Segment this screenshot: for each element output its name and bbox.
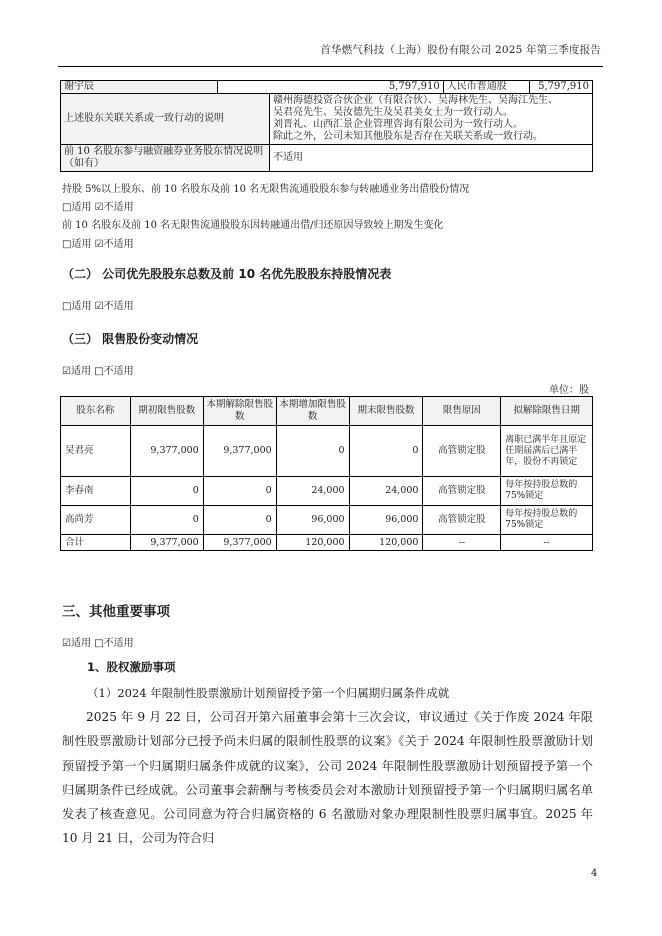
relation-description [270, 94, 593, 145]
table-row [61, 145, 593, 172]
end-shares: 0 [349, 426, 423, 477]
released-shares: 9,377,000 [203, 426, 276, 477]
added-shares: 24,000 [276, 477, 349, 506]
column-header: 期初限售股数 [130, 397, 203, 426]
end-shares: 96,000 [349, 506, 423, 535]
restricted-shares-heading: （三） 限售股份变动情况 [62, 332, 199, 346]
table-header-row [61, 397, 593, 426]
header-divider [58, 66, 603, 67]
begin-shares: 0 [130, 477, 203, 506]
holder-shares: 5,797,910 [218, 81, 443, 94]
total-date: -- [501, 535, 593, 551]
shareholder-table [60, 80, 593, 172]
release-date: 离职已满半年且原定任期届满后已满半年，股份不再锁定 [501, 426, 593, 477]
holder-name: 高尚芳 [61, 506, 131, 535]
relation-line: 刘晋礼、山西汇景企业管理咨询有限公司为一致行动人。 [273, 119, 524, 130]
begin-shares: 0 [130, 506, 203, 535]
column-header: 限售原因 [423, 397, 501, 426]
applicable-check: ☑适用 □不适用 [62, 366, 134, 377]
section-title: 三、其他重要事项 [62, 604, 170, 620]
applicable-check: ☑适用 □不适用 [62, 638, 134, 649]
restriction-reason: 高管锁定股 [423, 477, 501, 506]
column-header: 本期解除限售股数 [203, 397, 276, 426]
body-paragraph: 2025 年 9 月 22 日，公司召开第六届董事会第十三次会议，审议通过《关于作废 2024 年限制性股票激励计划部分已授予尚未归属的限制性股票的议案》《关于 2024 年限制性股票激励计划预留授予第一个归属期归属条件成就的议案》，公司 2024 年限制性股票激励计划预留授予第一个归属期条件已经成就。公司董事会薪酬与考核委员会对本激励计划预留授予第一个归属期归属名单发表了核查意见。公司同意为符合归属资格的 6 名激励对象办理限制性股票归属事宜。2025 年 10 月 21 日，公司为符合归 [62, 710, 593, 846]
total-reason: -- [423, 535, 501, 551]
preferred-shares-heading: （二） 公司优先股股东总数及前 10 名优先股股东持股情况表 [62, 267, 392, 281]
applicable-check: □适用 ☑不适用 [62, 301, 134, 312]
applicable-check: □适用 ☑不适用 [62, 202, 134, 213]
margin-trading-label: 前 10 名股东参与融资融券业务股东情况说明（如有） [61, 145, 270, 172]
unit-label: 单位：股 [549, 385, 589, 396]
relation-line: 赣州海德投资合伙企业（有限合伙）、吴海林先生、吴海江先生、 [273, 95, 559, 106]
share-qty: 5,797,910 [529, 81, 592, 94]
table-row [61, 81, 593, 94]
total-end: 120,000 [349, 535, 423, 551]
release-date: 每年按持股总数的 75%锁定 [501, 506, 593, 535]
applicable-check: □适用 ☑不适用 [62, 239, 134, 250]
total-label: 合计 [61, 535, 131, 551]
holder-name: 吴君亮 [61, 426, 131, 477]
end-shares: 24,000 [349, 477, 423, 506]
released-shares: 0 [203, 477, 276, 506]
table-row [61, 477, 593, 506]
column-header: 股东名称 [61, 397, 131, 426]
column-header: 期末限售股数 [349, 397, 423, 426]
incentive-subheading: （1）2024 年限制性股票激励计划预留授予第一个归属期归属条件成就 [87, 686, 450, 700]
relation-line: 除此之外，公司未知其他股东是否存在关联关系或一致行动。 [273, 131, 544, 142]
added-shares: 96,000 [276, 506, 349, 535]
column-header: 拟解除限售日期 [501, 397, 593, 426]
margin-trading-value: 不适用 [270, 145, 593, 172]
table-row [61, 426, 593, 477]
release-date: 每年按持股总数的 75%锁定 [501, 477, 593, 506]
total-released: 9,377,000 [203, 535, 276, 551]
restricted-shares-table [60, 396, 593, 551]
added-shares: 0 [276, 426, 349, 477]
total-added: 120,000 [276, 535, 349, 551]
holder-name: 谢宇辰 [61, 81, 218, 94]
lending-note: 持股 5%以上股东、前 10 名股东及前 10 名无限售流通股股东参与转融通业务出借股份情况 [62, 184, 470, 195]
report-header: 首华燃气科技（上海）股份有限公司 2025 年第三季度报告 [320, 44, 601, 56]
page-number: 4 [591, 868, 598, 879]
table-total-row [61, 535, 593, 551]
table-row [61, 94, 593, 145]
begin-shares: 9,377,000 [130, 426, 203, 477]
released-shares: 0 [203, 506, 276, 535]
holder-name: 李春南 [61, 477, 131, 506]
restriction-reason: 高管锁定股 [423, 506, 501, 535]
table-row [61, 506, 593, 535]
total-begin: 9,377,000 [130, 535, 203, 551]
lending-change-note: 前 10 名股东及前 10 名无限售流通股股东因转融通出借/归还原因导致较上期发生变化 [62, 220, 444, 231]
relation-line: 吴君亮先生、吴汝德先生及吴君美女士为一致行动人。 [273, 107, 514, 118]
column-header: 本期增加限售股数 [276, 397, 349, 426]
equity-incentive-heading: 1、股权激励事项 [87, 660, 176, 674]
restriction-reason: 高管锁定股 [423, 426, 501, 477]
share-type: 人民币普通股 [443, 81, 529, 94]
relation-label: 上述股东关联关系或一致行动的说明 [61, 94, 270, 145]
